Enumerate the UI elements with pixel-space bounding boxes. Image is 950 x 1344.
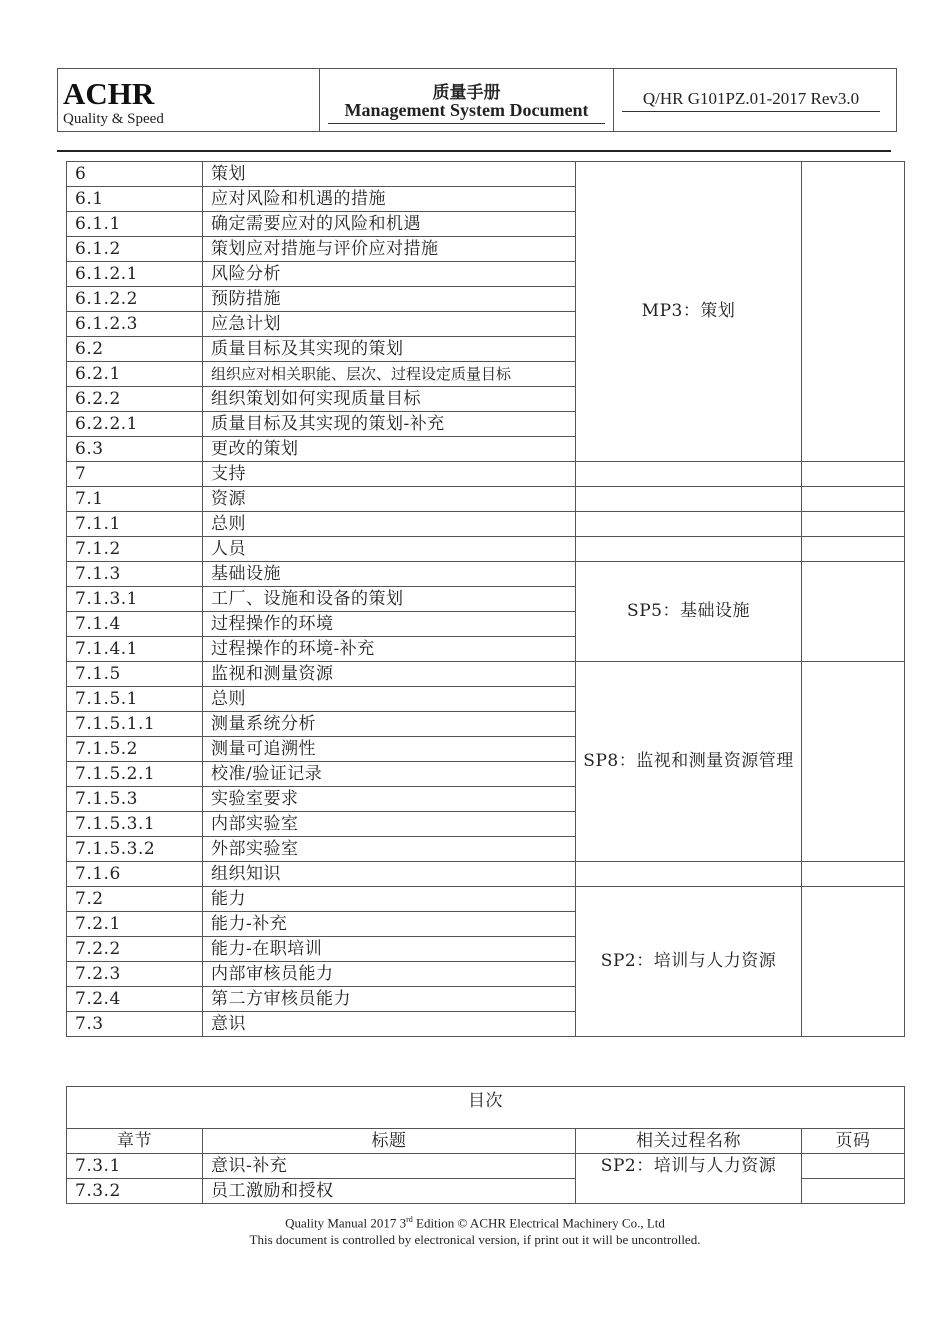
table-row: [67, 662, 905, 687]
process-name: [576, 512, 802, 537]
table-row: [67, 512, 905, 537]
page-number: [802, 662, 905, 862]
section-number: 7.1.3.1: [67, 587, 203, 612]
section-number: 7.1.6: [67, 862, 203, 887]
page-number: [802, 862, 905, 887]
page-number: [802, 887, 905, 1037]
section-title: 校准/验证记录: [203, 762, 576, 787]
page-number: [802, 162, 905, 462]
section-title: 工厂、设施和设备的策划: [203, 587, 576, 612]
section-number: 7.1.5.3.2: [67, 837, 203, 862]
section-title: 应对风险和机遇的措施: [203, 187, 576, 212]
section-title: 风险分析: [203, 262, 576, 287]
section-number: 6.1.1: [67, 212, 203, 237]
table-row: [67, 862, 905, 887]
section-title: 组织策划如何实现质量目标: [203, 387, 576, 412]
section-number: 7.2: [67, 887, 203, 912]
document-header: [57, 68, 897, 132]
table-row: [67, 887, 905, 912]
section-number: 7.1.4: [67, 612, 203, 637]
section-title: 基础设施: [203, 562, 576, 587]
section-title: 监视和测量资源: [203, 662, 576, 687]
section-number: 7.3: [67, 1012, 203, 1037]
section-title: 能力-补充: [203, 912, 576, 937]
table-row: [67, 162, 905, 187]
section-title: 组织知识: [203, 862, 576, 887]
process-name: SP2：培训与人力资源: [576, 887, 802, 1037]
section-number: 7.1.5.3.1: [67, 812, 203, 837]
section-title: 组织应对相关职能、层次、过程设定质量目标: [203, 362, 576, 387]
section-number: 6.2.1: [67, 362, 203, 387]
section-number: 7.2.3: [67, 962, 203, 987]
page-number: [802, 462, 905, 487]
column-header-process: 相关过程名称: [576, 1129, 802, 1154]
section-number: 7.1.1: [67, 512, 203, 537]
header-row: [67, 1129, 905, 1154]
section-title: 资源: [203, 487, 576, 512]
section-title: 人员: [203, 537, 576, 562]
section-number: 7.3.2: [67, 1179, 203, 1204]
section-title: 预防措施: [203, 287, 576, 312]
section-number: 6.3: [67, 437, 203, 462]
section-title: 能力: [203, 887, 576, 912]
process-name: [576, 537, 802, 562]
footer-copyright-text: Quality Manual 2017 3: [285, 1215, 407, 1231]
table-row: [67, 562, 905, 587]
page-number: [802, 1179, 905, 1204]
header-rule: [57, 150, 891, 152]
section-number: 7.1.5: [67, 662, 203, 687]
section-title: 第二方审核员能力: [203, 987, 576, 1012]
section-number: 7.2.1: [67, 912, 203, 937]
process-name: [576, 462, 802, 487]
caption-row: [67, 1087, 905, 1129]
brand-tagline: Quality & Speed: [63, 111, 164, 127]
section-number: 7.1.5.1: [67, 687, 203, 712]
column-header-title: 标题: [203, 1129, 576, 1154]
document-code: Q/HR G101PZ.01-2017 Rev3.0: [622, 89, 880, 112]
section-number: 7.1: [67, 487, 203, 512]
toc-table: [66, 161, 905, 1037]
process-name: [576, 862, 802, 887]
page-number: [802, 512, 905, 537]
section-number: 7.2.4: [67, 987, 203, 1012]
section-title: 策划: [203, 162, 576, 187]
section-title: 意识: [203, 1012, 576, 1037]
process-name: SP8：监视和测量资源管理: [576, 662, 802, 862]
section-number: 7.3.1: [67, 1154, 203, 1179]
section-number: 7.1.5.1.1: [67, 712, 203, 737]
table-row: [67, 1154, 905, 1179]
section-title: 能力-在职培训: [203, 937, 576, 962]
section-number: 7: [67, 462, 203, 487]
section-title: 确定需要应对的风险和机遇: [203, 212, 576, 237]
brand-cell: [58, 69, 320, 131]
column-header-page: 页码: [802, 1129, 905, 1154]
page-number: [802, 537, 905, 562]
page-number: [802, 1154, 905, 1179]
footer-copyright-suffix: Edition © ACHR Electrical Machinery Co., Ltd: [412, 1215, 665, 1231]
brand-logo: ACHR: [63, 76, 155, 111]
section-title: 过程操作的环境: [203, 612, 576, 637]
section-title: 更改的策划: [203, 437, 576, 462]
section-title: 意识-补充: [203, 1154, 576, 1179]
section-number: 7.1.3: [67, 562, 203, 587]
section-title: 内部实验室: [203, 812, 576, 837]
table-row: [67, 462, 905, 487]
section-number: 6.1.2.3: [67, 312, 203, 337]
section-number: 6: [67, 162, 203, 187]
section-number: 6.2.2: [67, 387, 203, 412]
footer-superscript: rd: [406, 1215, 413, 1224]
section-number: 7.1.5.2.1: [67, 762, 203, 787]
process-name: SP2：培训与人力资源: [576, 1154, 802, 1204]
section-title: 支持: [203, 462, 576, 487]
section-number: 6.1.2.1: [67, 262, 203, 287]
section-number: 6.1: [67, 187, 203, 212]
section-number: 6.1.2: [67, 237, 203, 262]
section-number: 7.1.5.3: [67, 787, 203, 812]
title-cell: [320, 69, 614, 131]
section-title: 测量系统分析: [203, 712, 576, 737]
title-english: Management System Document: [328, 100, 605, 124]
toc-table-continued: [66, 1086, 905, 1204]
section-title: 过程操作的环境-补充: [203, 637, 576, 662]
section-title: 内部审核员能力: [203, 962, 576, 987]
section-title: 总则: [203, 512, 576, 537]
section-number: 7.1.5.2: [67, 737, 203, 762]
process-name: MP3：策划: [576, 162, 802, 462]
column-header-section: 章节: [67, 1129, 203, 1154]
section-title: 应急计划: [203, 312, 576, 337]
process-name: SP5：基础设施: [576, 562, 802, 662]
section-title: 总则: [203, 687, 576, 712]
section-number: 6.1.2.2: [67, 287, 203, 312]
table-row: [67, 537, 905, 562]
section-title: 质量目标及其实现的策划-补充: [203, 412, 576, 437]
toc-caption: 目次: [67, 1087, 905, 1129]
section-number: 7.1.4.1: [67, 637, 203, 662]
page-number: [802, 487, 905, 512]
section-title: 外部实验室: [203, 837, 576, 862]
footer-control-note: This document is controlled by electronical version, if print out it will be uncontrolled.: [249, 1232, 701, 1247]
footer-copyright: [0, 1215, 950, 1231]
section-title: 员工激励和授权: [203, 1179, 576, 1204]
section-number: 7.1.2: [67, 537, 203, 562]
code-cell: [614, 69, 896, 131]
section-title: 质量目标及其实现的策划: [203, 337, 576, 362]
section-number: 7.2.2: [67, 937, 203, 962]
section-title: 实验室要求: [203, 787, 576, 812]
table-row: [67, 487, 905, 512]
process-name: [576, 487, 802, 512]
section-number: 6.2.2.1: [67, 412, 203, 437]
section-title: 策划应对措施与评价应对措施: [203, 237, 576, 262]
title-chinese: 质量手册: [432, 83, 501, 103]
page-number: [802, 562, 905, 662]
section-number: 6.2: [67, 337, 203, 362]
section-title: 测量可追溯性: [203, 737, 576, 762]
